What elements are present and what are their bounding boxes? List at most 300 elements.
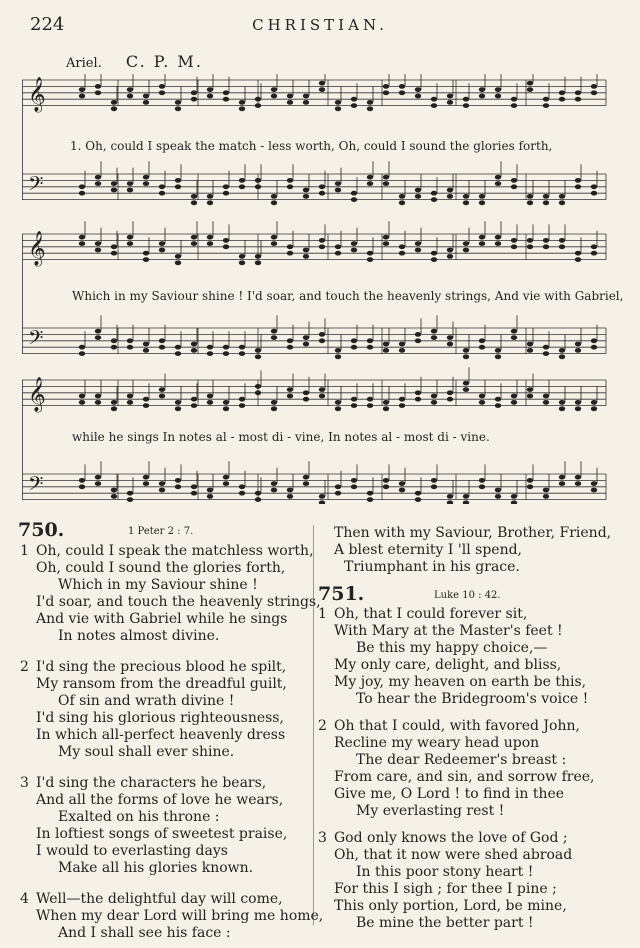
note-head	[511, 400, 517, 405]
note-head	[351, 478, 357, 483]
verse-line: Give me, O Lord ! to find in thee	[334, 786, 565, 802]
note-head	[303, 335, 309, 340]
note-head	[575, 251, 581, 256]
note-head	[111, 494, 117, 499]
bass-clef-icon: 𝄢	[28, 326, 44, 354]
note-head	[479, 484, 485, 489]
note-head	[223, 406, 229, 411]
note-head	[159, 488, 165, 493]
note-head	[399, 488, 405, 493]
note-head	[543, 97, 549, 102]
note-head	[95, 84, 101, 89]
treble-clef-icon: 𝄞	[28, 77, 46, 112]
note-head	[479, 394, 485, 399]
note-head	[335, 491, 341, 496]
verse-line: Then with my Saviour, Brother, Friend,	[334, 525, 612, 541]
note-head	[591, 244, 597, 249]
note-head	[335, 354, 341, 359]
note-head	[175, 100, 181, 105]
note-head	[303, 254, 309, 259]
note-head	[543, 238, 549, 243]
note-head	[543, 345, 549, 350]
note-head	[415, 332, 421, 337]
note-head	[463, 97, 469, 102]
verse-line: I'd sing the characters he bears,	[36, 775, 267, 791]
note-head	[111, 345, 117, 350]
note-head	[383, 235, 389, 240]
note-head	[399, 348, 405, 353]
note-head	[415, 491, 421, 496]
note-head	[479, 194, 485, 199]
note-head	[207, 87, 213, 92]
note-head	[239, 178, 245, 183]
note-head	[351, 103, 357, 108]
note-head	[303, 194, 309, 199]
note-head	[303, 481, 309, 486]
note-head	[431, 191, 437, 196]
note-head	[143, 397, 149, 402]
note-head	[255, 97, 261, 102]
note-head	[127, 241, 133, 246]
note-head	[447, 188, 453, 193]
note-head	[223, 244, 229, 249]
verse-line: A blest eternity I 'll spend,	[334, 542, 523, 558]
note-head	[543, 103, 549, 108]
note-head	[527, 238, 533, 243]
verse-number: 4	[20, 891, 29, 907]
note-head	[591, 488, 597, 493]
note-head	[463, 194, 469, 199]
note-head	[479, 338, 485, 343]
note-head	[79, 235, 85, 240]
note-head	[383, 241, 389, 246]
note-head	[303, 94, 309, 99]
note-head	[591, 251, 597, 256]
note-head	[79, 191, 85, 196]
note-head	[303, 248, 309, 253]
note-head	[351, 397, 357, 402]
note-head	[111, 244, 117, 249]
note-head	[431, 335, 437, 340]
verse-line: When my dear Lord will bring me home,	[36, 908, 324, 924]
note-head	[79, 87, 85, 92]
note-head	[543, 494, 549, 499]
note-head	[95, 400, 101, 405]
note-head	[479, 87, 485, 92]
note-head	[255, 184, 261, 189]
note-head	[431, 257, 437, 262]
note-head	[319, 394, 325, 399]
note-head	[143, 257, 149, 262]
note-head	[367, 397, 373, 402]
note-head	[271, 200, 277, 205]
note-head	[127, 400, 133, 405]
note-head	[511, 97, 517, 102]
note-head	[111, 406, 117, 411]
note-head	[111, 181, 117, 186]
note-head	[111, 188, 117, 193]
note-head	[287, 345, 293, 350]
note-head	[287, 100, 293, 105]
note-head	[447, 248, 453, 253]
note-head	[319, 338, 325, 343]
note-head	[495, 181, 501, 186]
note-head	[207, 94, 213, 99]
note-head	[543, 200, 549, 205]
note-head	[335, 181, 341, 186]
verse-line: Of sin and wrath divine !	[58, 693, 235, 709]
note-head	[271, 194, 277, 199]
note-head	[559, 481, 565, 486]
note-head	[303, 188, 309, 193]
note-head	[239, 184, 245, 189]
treble-clef-icon: 𝄞	[28, 231, 46, 266]
note-head	[223, 191, 229, 196]
verse-number: 2	[20, 659, 29, 675]
note-head	[271, 329, 277, 334]
note-head	[383, 342, 389, 347]
note-head	[543, 244, 549, 249]
note-head	[463, 381, 469, 386]
note-head	[559, 194, 565, 199]
note-head	[207, 194, 213, 199]
note-head	[367, 497, 373, 502]
note-head	[575, 481, 581, 486]
note-head	[127, 345, 133, 350]
note-head	[143, 475, 149, 480]
note-head	[79, 484, 85, 489]
note-head	[495, 235, 501, 240]
note-head	[479, 478, 485, 483]
note-head	[383, 406, 389, 411]
note-head	[399, 403, 405, 408]
note-head	[591, 191, 597, 196]
note-head	[255, 260, 261, 265]
note-head	[319, 238, 325, 243]
note-head	[191, 241, 197, 246]
note-head	[351, 191, 357, 196]
note-head	[447, 494, 453, 499]
note-head	[527, 342, 533, 347]
note-head	[527, 87, 533, 92]
note-head	[335, 100, 341, 105]
note-head	[319, 387, 325, 392]
note-head	[191, 484, 197, 489]
note-head	[575, 178, 581, 183]
note-head	[287, 244, 293, 249]
note-head	[399, 397, 405, 402]
note-head	[447, 397, 453, 402]
note-head	[495, 488, 501, 493]
note-head	[351, 97, 357, 102]
note-head	[191, 97, 197, 102]
note-head	[287, 94, 293, 99]
note-head	[239, 397, 245, 402]
note-head	[95, 90, 101, 95]
note-head	[415, 390, 421, 395]
verse-line: God only knows the love of God ;	[334, 830, 568, 846]
note-head	[239, 491, 245, 496]
note-head	[511, 500, 517, 504]
note-head	[479, 241, 485, 246]
note-head	[207, 400, 213, 405]
note-head	[463, 387, 469, 392]
note-head	[175, 478, 181, 483]
verse-line: I'd sing the precious blood he spilt,	[36, 659, 287, 675]
note-head	[319, 87, 325, 92]
note-head	[367, 403, 373, 408]
note-head	[575, 97, 581, 102]
note-head	[255, 384, 261, 389]
note-head	[399, 244, 405, 249]
verse-line: From care, and sin, and sorrow free,	[334, 769, 595, 785]
note-head	[127, 188, 133, 193]
note-head	[159, 345, 165, 350]
note-head	[207, 200, 213, 205]
verse-line: I'd soar, and touch the heavenly strings,	[36, 594, 321, 610]
note-head	[575, 184, 581, 189]
note-head	[303, 390, 309, 395]
note-head	[159, 481, 165, 486]
note-head	[223, 481, 229, 486]
tune-meter: C. P. M.	[125, 52, 203, 71]
note-head	[447, 335, 453, 340]
music-lyric-line-3: while he sings In notes al - most di - vine, In notes al - most di - vine.	[72, 430, 490, 444]
note-head	[431, 484, 437, 489]
note-head	[239, 403, 245, 408]
note-head	[367, 175, 373, 180]
note-head	[191, 90, 197, 95]
note-head	[527, 194, 533, 199]
note-head	[431, 394, 437, 399]
verse-number: 2	[318, 718, 327, 734]
note-head	[527, 348, 533, 353]
note-head	[367, 181, 373, 186]
note-head	[207, 241, 213, 246]
note-head	[591, 184, 597, 189]
note-head	[383, 84, 389, 89]
note-head	[191, 342, 197, 347]
note-head	[79, 478, 85, 483]
note-head	[543, 400, 549, 405]
note-head	[159, 84, 165, 89]
note-head	[95, 181, 101, 186]
note-head	[559, 97, 565, 102]
note-head	[511, 184, 517, 189]
note-head	[79, 394, 85, 399]
verse-line: In loftiest songs of sweetest praise,	[36, 826, 288, 842]
note-head	[223, 90, 229, 95]
note-head	[399, 90, 405, 95]
note-head	[415, 87, 421, 92]
note-head	[143, 481, 149, 486]
note-head	[95, 481, 101, 486]
verse-line: In notes almost divine.	[58, 628, 220, 644]
verse-line: And I shall see his face :	[58, 925, 231, 941]
note-head	[527, 394, 533, 399]
note-head	[367, 100, 373, 105]
note-head	[159, 191, 165, 196]
note-head	[143, 251, 149, 256]
note-head	[527, 244, 533, 249]
note-head	[191, 403, 197, 408]
note-head	[575, 475, 581, 480]
note-head	[95, 175, 101, 180]
note-head	[511, 329, 517, 334]
note-head	[79, 400, 85, 405]
note-head	[367, 338, 373, 343]
verse-line: In this poor stony heart !	[356, 864, 534, 880]
note-head	[495, 175, 501, 180]
note-head	[495, 403, 501, 408]
note-head	[143, 175, 149, 180]
hymn-number: 750.	[18, 519, 65, 541]
note-head	[559, 400, 565, 405]
note-head	[351, 338, 357, 343]
note-head	[447, 100, 453, 105]
note-head	[431, 97, 437, 102]
note-head	[335, 251, 341, 256]
verse-line: For this I sigh ; for thee I pine ;	[334, 881, 557, 897]
note-head	[575, 257, 581, 262]
note-head	[559, 238, 565, 243]
note-head	[271, 400, 277, 405]
note-head	[255, 497, 261, 502]
note-head	[159, 90, 165, 95]
note-head	[207, 235, 213, 240]
note-head	[127, 181, 133, 186]
note-head	[271, 406, 277, 411]
music-lyric-line-1: 1. Oh, could I speak the match - less worth, Oh, could I sound the glories forth,	[70, 139, 553, 153]
note-head	[239, 345, 245, 350]
note-head	[303, 342, 309, 347]
note-head	[495, 241, 501, 246]
note-head	[399, 342, 405, 347]
note-head	[367, 251, 373, 256]
note-head	[463, 354, 469, 359]
verse-line: My everlasting rest !	[356, 803, 505, 819]
note-head	[271, 235, 277, 240]
note-head	[159, 241, 165, 246]
note-head	[495, 494, 501, 499]
note-head	[463, 494, 469, 499]
note-head	[591, 90, 597, 95]
tune-name: Ariel.	[66, 56, 102, 71]
note-head	[127, 94, 133, 99]
note-head	[543, 394, 549, 399]
note-head	[335, 348, 341, 353]
note-head	[111, 488, 117, 493]
page-number: 224	[30, 14, 65, 35]
note-head	[319, 332, 325, 337]
note-head	[303, 397, 309, 402]
note-head	[511, 103, 517, 108]
note-head	[255, 178, 261, 183]
note-head	[239, 100, 245, 105]
note-head	[239, 254, 245, 259]
note-head	[335, 484, 341, 489]
note-head	[79, 94, 85, 99]
note-head	[111, 100, 117, 105]
note-head	[511, 335, 517, 340]
note-head	[575, 342, 581, 347]
note-head	[527, 81, 533, 86]
note-head	[399, 194, 405, 199]
note-head	[207, 488, 213, 493]
note-head	[207, 351, 213, 356]
verse-line: Oh, could I sound the glories forth,	[36, 560, 286, 576]
verse-line: Oh, could I speak the matchless worth,	[36, 543, 314, 559]
note-head	[479, 400, 485, 405]
note-head	[559, 90, 565, 95]
music-lyric-line-2: Which in my Saviour shine ! I'd soar, and touch the heavenly strings, And vie with Gabriel,	[72, 289, 624, 303]
note-head	[111, 106, 117, 111]
note-head	[543, 351, 549, 356]
note-head	[431, 400, 437, 405]
note-head	[351, 248, 357, 253]
note-head	[447, 500, 453, 504]
note-head	[223, 475, 229, 480]
note-head	[399, 251, 405, 256]
note-head	[319, 244, 325, 249]
note-head	[95, 329, 101, 334]
note-head	[175, 260, 181, 265]
note-head	[559, 475, 565, 480]
note-head	[559, 244, 565, 249]
note-head	[79, 241, 85, 246]
note-head	[591, 338, 597, 343]
note-head	[175, 254, 181, 259]
bass-clef-icon: 𝄢	[28, 172, 44, 200]
note-head	[463, 241, 469, 246]
note-head	[175, 184, 181, 189]
note-head	[511, 394, 517, 399]
note-head	[431, 103, 437, 108]
note-head	[239, 484, 245, 489]
note-head	[383, 90, 389, 95]
note-head	[175, 351, 181, 356]
note-head	[175, 400, 181, 405]
note-head	[431, 329, 437, 334]
note-head	[463, 348, 469, 353]
note-head	[255, 390, 261, 395]
note-head	[111, 400, 117, 405]
note-head	[159, 338, 165, 343]
note-head	[319, 500, 325, 504]
note-head	[559, 348, 565, 353]
note-head	[479, 200, 485, 205]
note-head	[191, 194, 197, 199]
verse-line: Recline my weary head upon	[334, 735, 540, 751]
note-head	[303, 100, 309, 105]
verse-line: The dear Redeemer's breast :	[356, 752, 567, 768]
note-head	[127, 491, 133, 496]
note-head	[287, 251, 293, 256]
note-head	[399, 200, 405, 205]
note-head	[447, 94, 453, 99]
note-head	[383, 348, 389, 353]
verse-number: 1	[318, 606, 327, 622]
note-head	[319, 191, 325, 196]
note-head	[191, 397, 197, 402]
note-head	[495, 94, 501, 99]
verse-number: 1	[20, 543, 29, 559]
verse-line: Oh, that I could forever sit,	[334, 606, 528, 622]
hymn-number: 751.	[318, 583, 365, 605]
note-head	[159, 184, 165, 189]
tune-heading	[66, 52, 203, 71]
note-head	[351, 403, 357, 408]
